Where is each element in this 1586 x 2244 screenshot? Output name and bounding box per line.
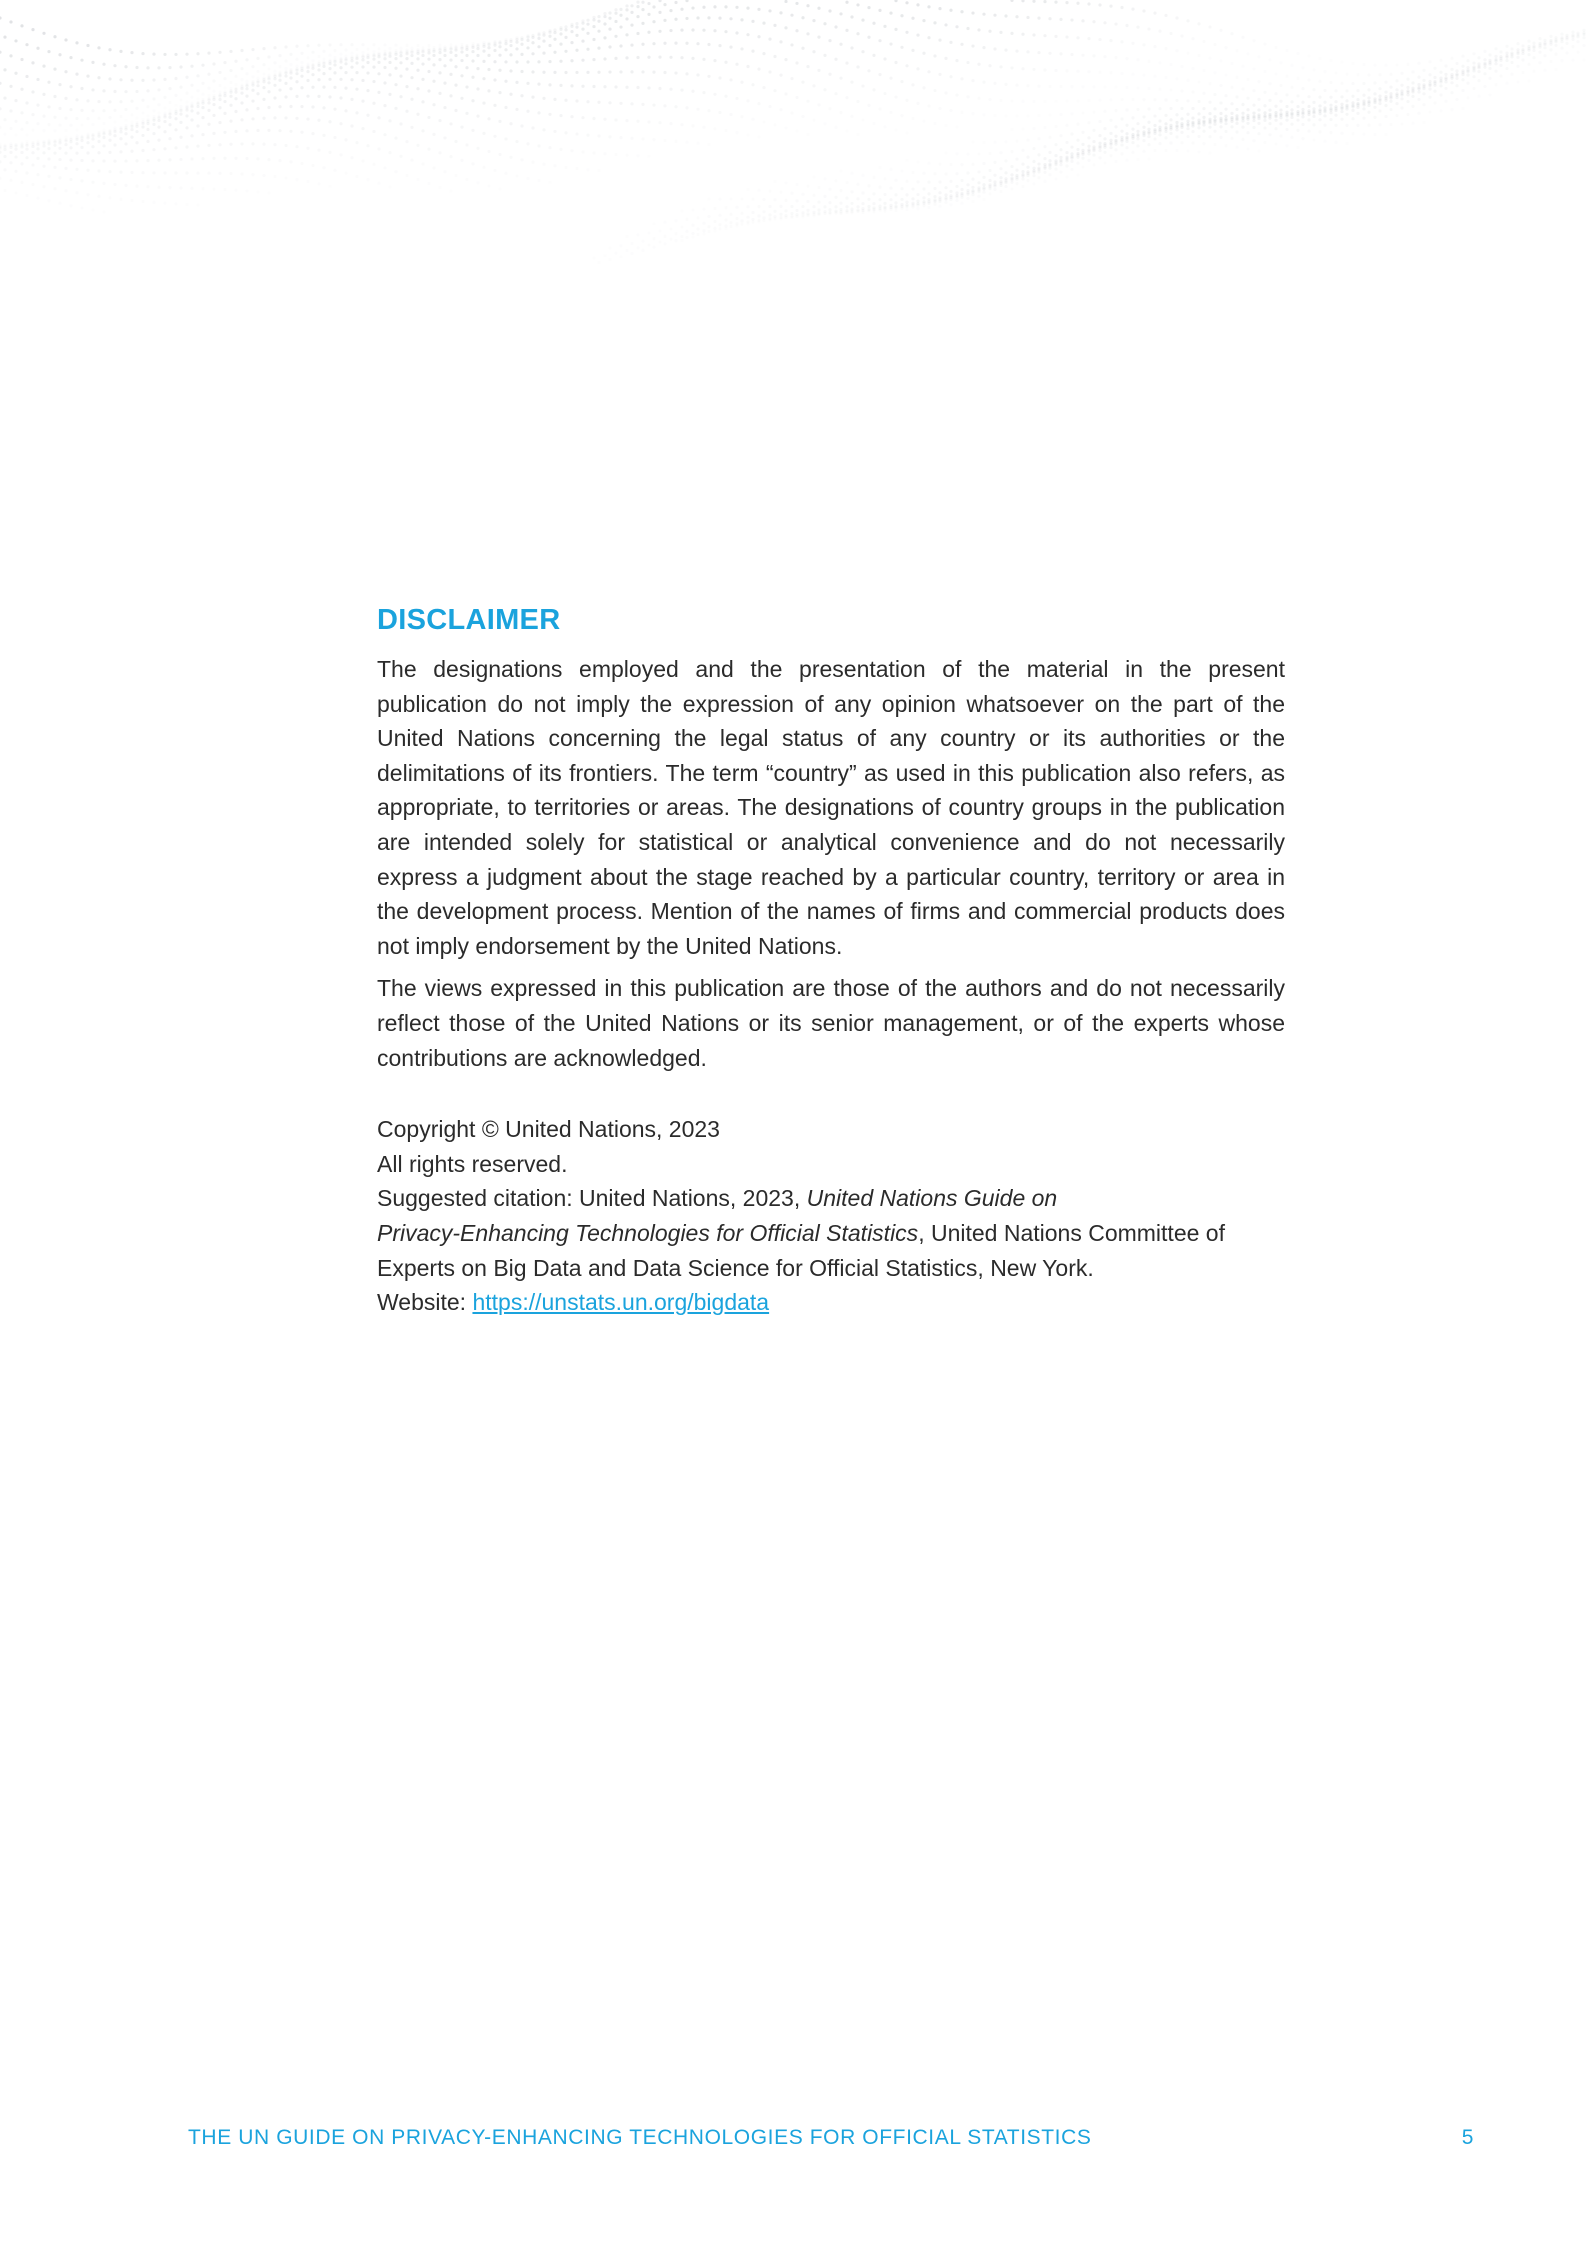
website-label: Website: <box>377 1289 473 1316</box>
citation-line-2 <box>377 1216 1285 1285</box>
footer-publication-title: THE UN GUIDE ON PRIVACY-ENHANCING TECHNOLOGIES FOR OFFICIAL STATISTICS <box>188 2126 1092 2149</box>
website-link[interactable]: https://unstats.un.org/bigdata <box>472 1289 770 1316</box>
disclaimer-paragraph-1: The designations employed and the presentation of the material in the present publication do not imply the expression of any opinion whatsoever on the part of the United Nations concerning the legal status of any country or its authorities or the delimitations of its frontiers. The term “country” as used in this publication also refers, as appropriate, to territories or areas. The designations of country groups in the publication are intended solely for statistical or analytical convenience and do not necessarily express a judgment about the stage reached by a particular country, territory or area in the development process. Mention of the names of firms and commercial products does not imply endorsement by the United Nations. <box>377 656 1285 959</box>
citation-title-part-2: Privacy-Enhancing Technologies for Official Statistics <box>377 1219 919 1246</box>
rights-line: All rights reserved. <box>377 1150 568 1177</box>
publication-info <box>377 1112 1285 1320</box>
citation-prefix: Suggested citation: United Nations, 2023, <box>377 1185 807 1212</box>
dotted-wave-background <box>0 0 1586 340</box>
copyright-line: Copyright © United Nations, 2023 <box>377 1116 720 1143</box>
disclaimer-heading: DISCLAIMER <box>377 604 561 636</box>
disclaimer-section <box>377 602 1285 1320</box>
citation-title-part-1: United Nations Guide on <box>806 1185 1058 1212</box>
citation-line-1 <box>377 1181 1285 1216</box>
website-line <box>377 1285 1285 1320</box>
citation-suffix: , United Nations Committee of Experts on Big Data and Data Science for Official Statistics, New York. <box>377 1219 1225 1281</box>
page-number: 5 <box>1461 2126 1474 2149</box>
disclaimer-paragraph-2: The views expressed in this publication are those of the authors and do not necessarily reflect those of the United Nations or its senior management, or of the experts whose contributions are acknowledged. <box>377 975 1285 1071</box>
